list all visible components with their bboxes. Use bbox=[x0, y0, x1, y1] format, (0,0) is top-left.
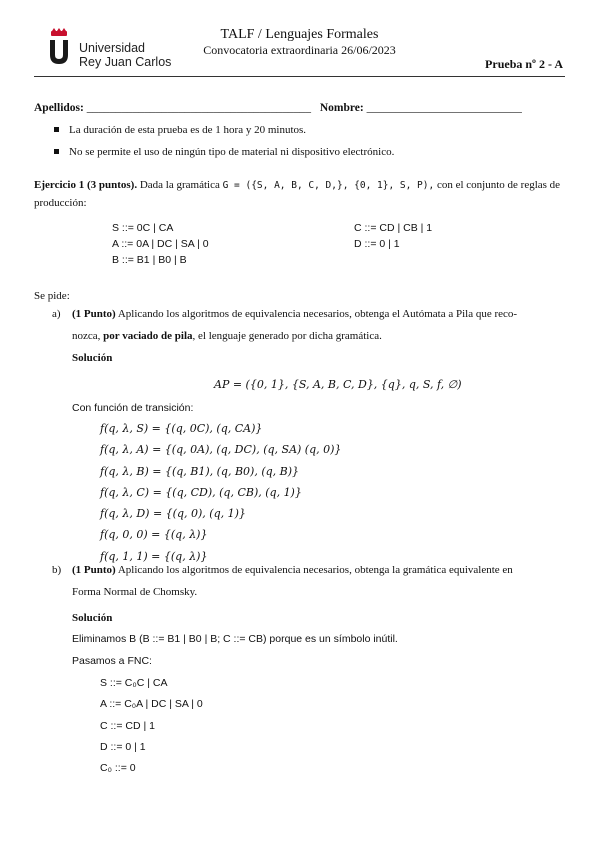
fnc-rule: S ::= C₀C | CA bbox=[100, 677, 168, 689]
header-divider bbox=[34, 76, 565, 77]
exercise-intro-text-3: producción: bbox=[34, 197, 87, 209]
se-pide: Se pide: bbox=[34, 290, 70, 302]
part-a-points: (1 Punto) bbox=[72, 308, 116, 320]
transition-list bbox=[100, 418, 341, 567]
nombre-blank: ___________________________ bbox=[366, 102, 522, 114]
part-a-text-2 bbox=[72, 329, 382, 343]
exercise-intro-text-2: con el conjunto de reglas de bbox=[436, 179, 561, 191]
grammar-rule: S ::= 0C | CA bbox=[112, 222, 174, 234]
apellidos-label: Apellidos: bbox=[34, 102, 84, 114]
fnc-rule-list bbox=[100, 673, 203, 779]
rule-text: No se permite el uso de ningún tipo de material ni dispositivo electrónico. bbox=[69, 146, 395, 158]
part-a-solution-heading: Solución bbox=[72, 352, 113, 364]
part-a-statement-bold: por vaciado de pila bbox=[103, 330, 193, 342]
exercise-intro-text: Dada la gramática bbox=[139, 179, 220, 191]
rule-text: La duración de esta prueba es de 1 hora y 20 minutos. bbox=[69, 124, 307, 136]
apellidos-blank: _______________________________________ bbox=[86, 102, 311, 114]
part-a-text-1 bbox=[72, 307, 517, 321]
nombre-label: Nombre: bbox=[319, 102, 364, 114]
part-b-points: (1 Punto) bbox=[72, 564, 116, 576]
transition-rule: f(q, λ, D) = {(q, 0), (q, 1)} bbox=[100, 507, 246, 521]
bullet-icon bbox=[54, 127, 59, 132]
part-b-step-2: Pasamos a FNC: bbox=[72, 655, 152, 667]
fnc-rule: C₀ ::= 0 bbox=[100, 762, 136, 775]
fnc-rule: A ::= C₀A | DC | SA | 0 bbox=[100, 698, 203, 711]
fnc-rule: D ::= 0 | 1 bbox=[100, 740, 146, 753]
grammar-rules-left bbox=[112, 220, 209, 268]
fnc-rule: C ::= CD | 1 bbox=[100, 719, 155, 732]
university-line-1: Universidad bbox=[79, 41, 146, 55]
part-a-marker: a) bbox=[52, 308, 61, 320]
exercise-intro bbox=[34, 178, 565, 193]
part-b-text-2: Forma Normal de Chomsky. bbox=[72, 586, 198, 598]
grammar-tuple: G = ({S, A, B, C, D,}, {0, 1}, S, P), bbox=[222, 180, 435, 191]
exercise-title: Ejercicio 1 (3 puntos). bbox=[34, 179, 138, 191]
transition-intro: Con función de transición: bbox=[72, 402, 194, 414]
rule-item bbox=[54, 145, 394, 159]
part-b-step-1: Eliminamos B (B ::= B1 | B0 | B; C ::= CB) porque es un símbolo inútil. bbox=[72, 633, 398, 645]
transition-rule: f(q, λ, A) = {(q, 0A), (q, DC), (q, SA) (q, 0)} bbox=[100, 443, 342, 457]
transition-rule: f(q, 1, 1) = {(q, λ)} bbox=[100, 549, 208, 563]
grammar-rule: B ::= B1 | B0 | B bbox=[112, 254, 187, 266]
transition-rule: f(q, 0, 0) = {(q, λ)} bbox=[100, 528, 208, 542]
document-title: TALF / Lenguajes Formales bbox=[220, 27, 379, 42]
part-b-text-1 bbox=[72, 563, 513, 577]
grammar-rule: C ::= CD | CB | 1 bbox=[354, 222, 433, 234]
pushdown-automaton: AP = ({0, 1}, {S, A, B, C, D}, {q}, q, S, f, ∅) bbox=[214, 378, 462, 391]
grammar-rules-right bbox=[354, 220, 432, 252]
part-b-statement: Aplicando los algoritmos de equivalencia necesarios, obtenga la gramática equivalente en bbox=[117, 564, 513, 576]
exam-version: Prueba nº 2 - A bbox=[485, 57, 563, 71]
part-b-marker: b) bbox=[52, 564, 62, 576]
part-a-statement: Aplicando los algoritmos de equivalencia necesarios, obtenga el Autómata a Pila que reco- bbox=[117, 308, 518, 320]
rule-item bbox=[54, 123, 306, 137]
transition-rule: f(q, λ, C) = {(q, CD), (q, CB), (q, 1)} bbox=[100, 485, 302, 499]
grammar-rule: D ::= 0 | 1 bbox=[354, 238, 400, 250]
grammar-rule: A ::= 0A | DC | SA | 0 bbox=[112, 238, 209, 250]
transition-rule: f(q, λ, S) = {(q, 0C), (q, CA)} bbox=[100, 422, 263, 435]
university-line-2: Rey Juan Carlos bbox=[79, 55, 172, 69]
part-a-statement-post: , el lenguaje generado por dicha gramática. bbox=[192, 330, 382, 342]
document-subtitle: Convocatoria extraordinaria 26/06/2023 bbox=[203, 43, 396, 57]
part-b-solution-heading: Solución bbox=[72, 612, 113, 624]
bullet-icon bbox=[54, 149, 59, 154]
transition-rule: f(q, λ, B) = {(q, B1), (q, B0), (q, B)} bbox=[100, 464, 300, 478]
student-fields bbox=[34, 101, 522, 115]
part-a-statement-pre: nozca, bbox=[72, 330, 101, 342]
